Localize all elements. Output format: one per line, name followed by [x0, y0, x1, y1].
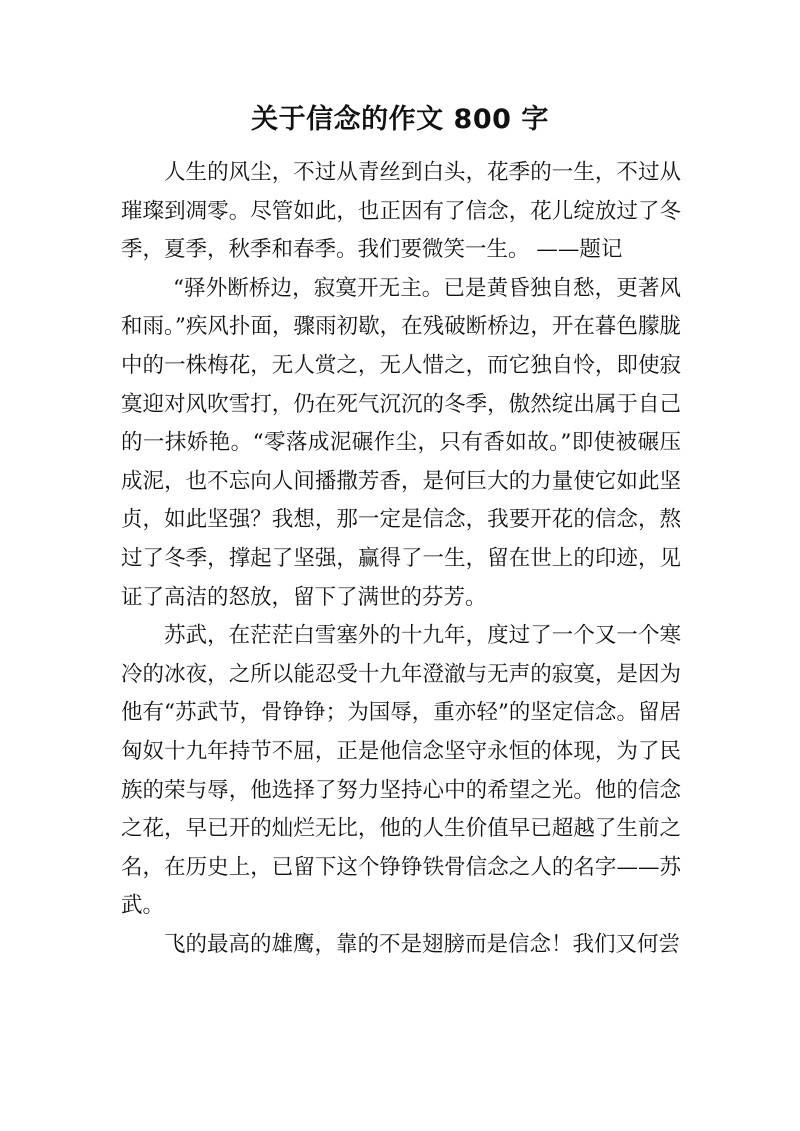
paragraph-su-wu: 苏武，在茫茫白雪塞外的十九年，度过了一个又一个寒冷的冰夜，之所以能忍受十九年澄澈与无声的寂寞，是因为他有“苏武节，骨铮铮；为国辱，重亦轻”的坚定信念。留居匈奴十九年持节不屈，正是他信念坚守永恒的体现，为了民族的荣与辱，他选择了努力坚持心中的希望之光。他的信念之花，早已开的灿烂无比，他的人生价值早已超越了生前之名，在历史上，已留下这个铮铮铁骨信念之人的名字——苏武。: [121, 623, 681, 919]
document-title: 关于信念的作文 800 字: [251, 104, 549, 135]
paragraph-eagle: 飞的最高的雄鹰，靠的不是翅膀而是信念！我们又何尝: [164, 931, 681, 957]
document-body: [121, 154, 681, 964]
paragraph-epigraph: 人生的风尘，不过从青丝到白头，花季的一生，不过从璀璨到凋零。尽管如此，也正因有了信念，花儿绽放过了冬季，夏季，秋季和春季。我们要微笑一生。 ——题记: [121, 160, 681, 263]
paragraph-plum-blossom: “驿外断桥边，寂寞开无主。已是黄昏独自愁，更著风和雨。”疾风扑面，骤雨初歇，在残破断桥边，开在暮色朦胧中的一株梅花，无人赏之，无人惜之，而它独自怜，即使寂寞迎对风吹雪打，仍在死气沉沉的冬季，傲然绽出属于自己的一抹娇艳。“零落成泥碾作尘，只有香如故。”即使被碾压成泥，也不忘向人间播撒芳香，是何巨大的力量使它如此坚贞，如此坚强？我想，那一定是信念，我要开花的信念，熬过了冬季，撑起了坚强，赢得了一生，留在世上的印迹，见证了高洁的怒放，留下了满世的芬芳。: [121, 275, 681, 610]
